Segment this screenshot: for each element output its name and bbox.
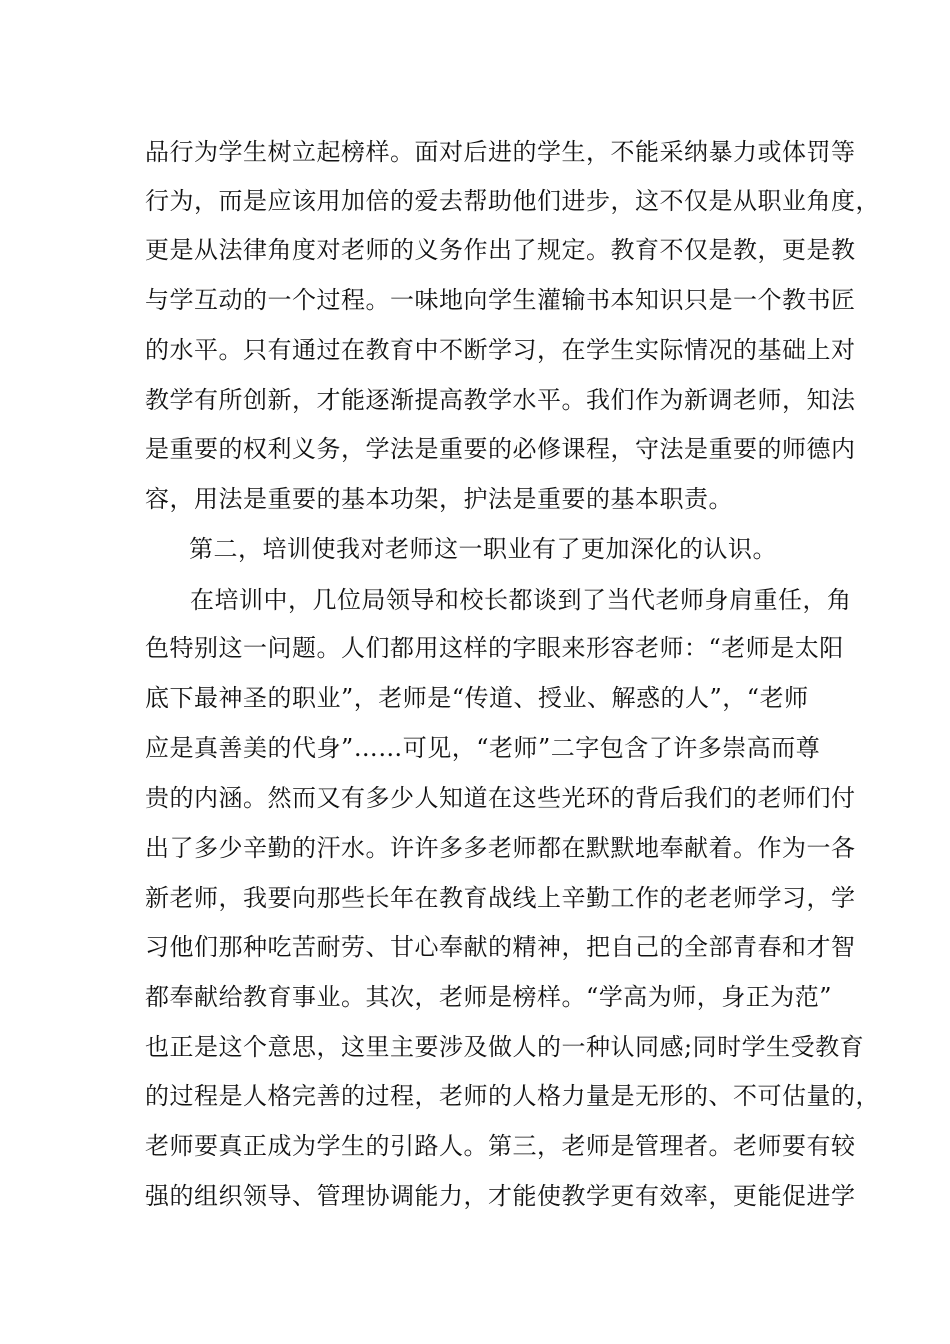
text-line: 品行为学生树立起榜样。面对后进的学生，不能采纳暴力或体罚等 bbox=[145, 138, 856, 166]
text-line: 教学有所创新，才能逐渐提高教学水平。我们作为新调老师，知法 bbox=[145, 386, 856, 414]
text-line: 应是真善美的代身”……可见，“老师”二字包含了许多崇高而尊 bbox=[145, 734, 821, 762]
text-line: 行为，而是应该用加倍的爱去帮助他们进步，这不仅是从职业角度， bbox=[145, 187, 880, 215]
text-line: 色特别这一问题。人们都用这样的字眼来形容老师：“老师是太阳 bbox=[145, 634, 844, 662]
text-line: 是重要的权利义务，学法是重要的必修课程，守法是重要的师德内 bbox=[145, 435, 856, 463]
text-line: 也正是这个意思，这里主要涉及做人的一种认同感;同时学生受教育 bbox=[145, 1033, 865, 1061]
text-line: 的水平。只有通过在教育中不断学习，在学生实际情况的基础上对 bbox=[145, 336, 856, 364]
text-line: 都奉献给教育事业。其次，老师是榜样。“学高为师，身正为范” bbox=[145, 983, 833, 1011]
text-line: 贵的内涵。然而又有多少人知道在这些光环的背后我们的老师们付 bbox=[145, 784, 856, 812]
text-line: 的过程是人格完善的过程，老师的人格力量是无形的、不可估量的， bbox=[145, 1082, 880, 1110]
text-line: 习他们那种吃苦耐劳、甘心奉献的精神，把自己的全部青春和才智 bbox=[145, 933, 856, 961]
text-line: 新老师，我要向那些长年在教育战线上辛勤工作的老老师学习，学 bbox=[145, 884, 856, 912]
text-line: 更是从法律角度对老师的义务作出了规定。教育不仅是教，更是教 bbox=[145, 236, 856, 264]
paragraph-first-line: 第二，培训使我对老师这一职业有了更加深化的认识。 bbox=[189, 535, 777, 563]
text-line: 强的组织领导、管理协调能力，才能使教学更有效率，更能促进学 bbox=[145, 1182, 856, 1210]
paragraph-first-line: 在培训中，几位局领导和校长都谈到了当代老师身肩重任，角 bbox=[190, 586, 852, 614]
text-line: 出了多少辛勤的汗水。许许多多老师都在默默地奉献着。作为一各 bbox=[145, 834, 856, 862]
text-line: 底下最神圣的职业”，老师是“传道、授业、解惑的人”，“老师 bbox=[145, 684, 809, 712]
text-line: 老师要真正成为学生的引路人。第三，老师是管理者。老师要有较 bbox=[145, 1132, 856, 1160]
text-line: 容，用法是重要的基本功架，护法是重要的基本职责。 bbox=[145, 485, 733, 513]
text-line: 与学互动的一个过程。一味地向学生灌输书本知识只是一个教书匠 bbox=[145, 286, 856, 314]
